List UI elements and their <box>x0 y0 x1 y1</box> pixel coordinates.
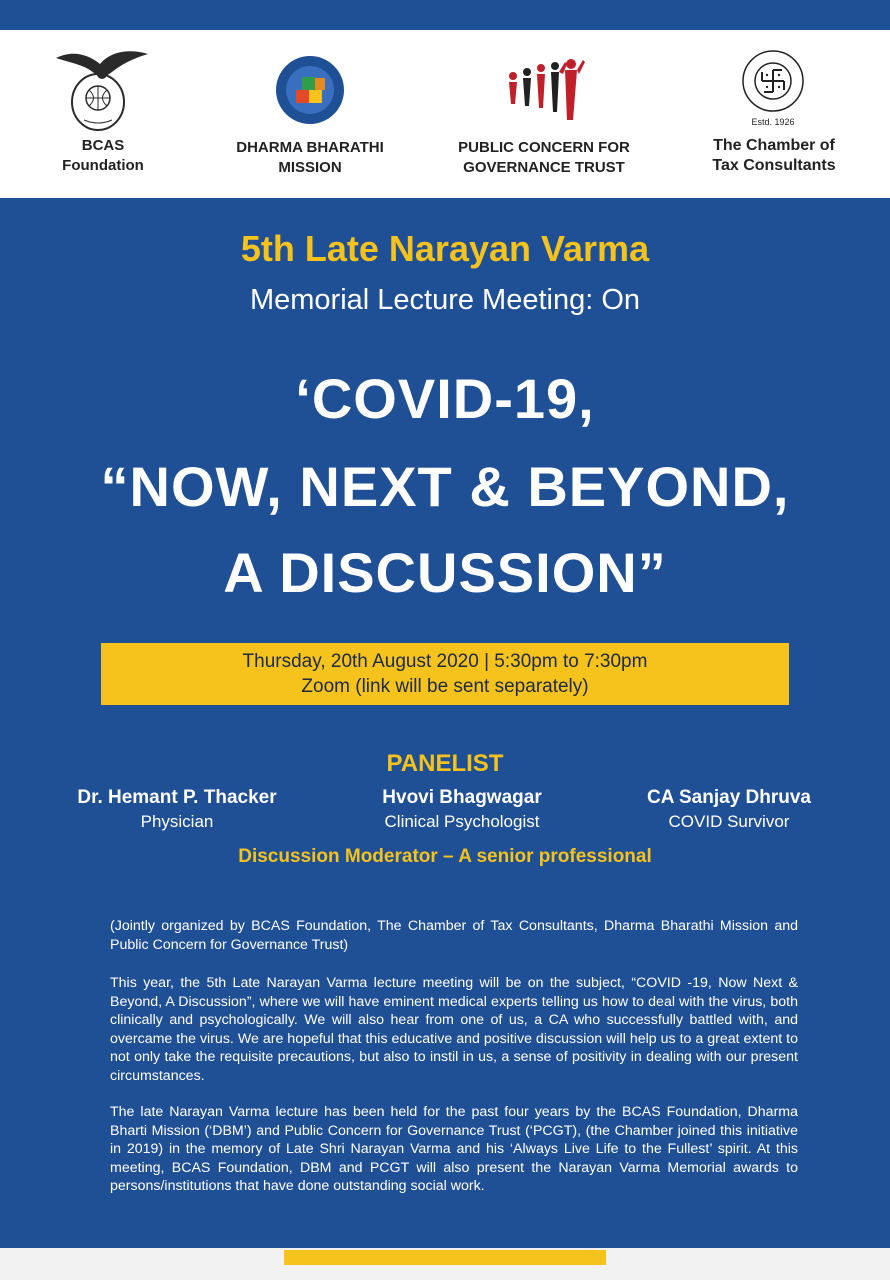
pcgt-logo-name: PUBLIC CONCERN FOR GOVERNANCE TRUST <box>458 139 630 176</box>
lecture-subtitle: Memorial Lecture Meeting: On <box>249 284 641 316</box>
panelist-name: CA Sanjay Dhruva <box>646 787 811 808</box>
bcas-logo-name: BCAS Foundation <box>62 137 144 174</box>
chamber-logo-name: The Chamber of Tax Consultants <box>712 137 836 174</box>
panelist-heading: PANELIST <box>386 750 504 777</box>
panelist-role: Physician <box>140 812 214 831</box>
swastika-seal-icon <box>740 48 806 114</box>
topic-line-2: “NOW, NEXT & BEYOND, <box>100 455 790 518</box>
panelist-3 <box>589 786 869 834</box>
panelist-role: Clinical Psychologist <box>384 812 540 831</box>
panelist-name: Dr. Hemant P. Thacker <box>77 787 277 808</box>
sponsor-logo-band <box>0 30 890 198</box>
bottom-accent-bar <box>284 1250 606 1265</box>
dharma-bharathi-globe-icon <box>274 54 346 126</box>
event-venue: Zoom (link will be sent separately) <box>301 676 589 697</box>
subject-paragraph: This year, the 5th Late Narayan Varma lecture meeting will be on the subject, “COVID -19, Now Next & Beyond, A Discussion”, where we will have eminent medical experts telling us how to deal with the virus, both clinically and psychologically. We will also hear from one of us, a CA who successfully battled with, and overcame the virus. We are hopeful that this educative and positive discussion will help us to a great extent to not only take the requisite precautions, but also to instil in us, a sense of positivity in dealing with our present circumstances. <box>110 975 798 1084</box>
people-figures-icon <box>505 58 585 122</box>
event-datetime: Thursday, 20th August 2020 | 5:30pm to 7:30pm <box>242 651 648 672</box>
panelist-name: Hvovi Bhagwagar <box>382 787 542 808</box>
history-paragraph: The late Narayan Varma lecture has been held for the past four years by the BCAS Foundation, Dharma Bharti Mission (‘DBM’) and Public Concern for Governance Trust (‘PCGT), (the Chamber joined this initiative in 2019) in the memory of Late Shri Narayan Varma and his ‘Always Live Life to the Fullest’ spirit. At this meeting, BCAS Foundation, DBM and PCGT will also present the Narayan Varma Memorial awards to persons/institutions that have done outstanding social work. <box>110 1104 798 1194</box>
event-panel <box>0 198 890 1248</box>
bcas-eagle-emblem-icon <box>54 44 150 132</box>
topic-line-3: A DISCUSSION” <box>223 541 667 604</box>
panelist-role: COVID Survivor <box>668 812 790 831</box>
lecture-title: 5th Late Narayan Varma <box>240 228 650 269</box>
top-color-strip <box>0 0 890 30</box>
topic-line-1: ‘COVID-19, <box>295 367 595 430</box>
event-details-box <box>101 643 789 705</box>
panelist-2 <box>322 786 602 834</box>
moderator-line: Discussion Moderator – A senior professional <box>238 846 652 867</box>
dharma-bharathi-logo-name: DHARMA BHARATHI MISSION <box>236 139 384 176</box>
chamber-estd-label: Estd. 1926 <box>751 117 795 127</box>
organizers-paragraph: (Jointly organized by BCAS Foundation, The Chamber of Tax Consultants, Dharma Bharathi Mission and Public Concern for Governance Trust) <box>110 918 798 953</box>
panelist-1 <box>37 786 317 834</box>
